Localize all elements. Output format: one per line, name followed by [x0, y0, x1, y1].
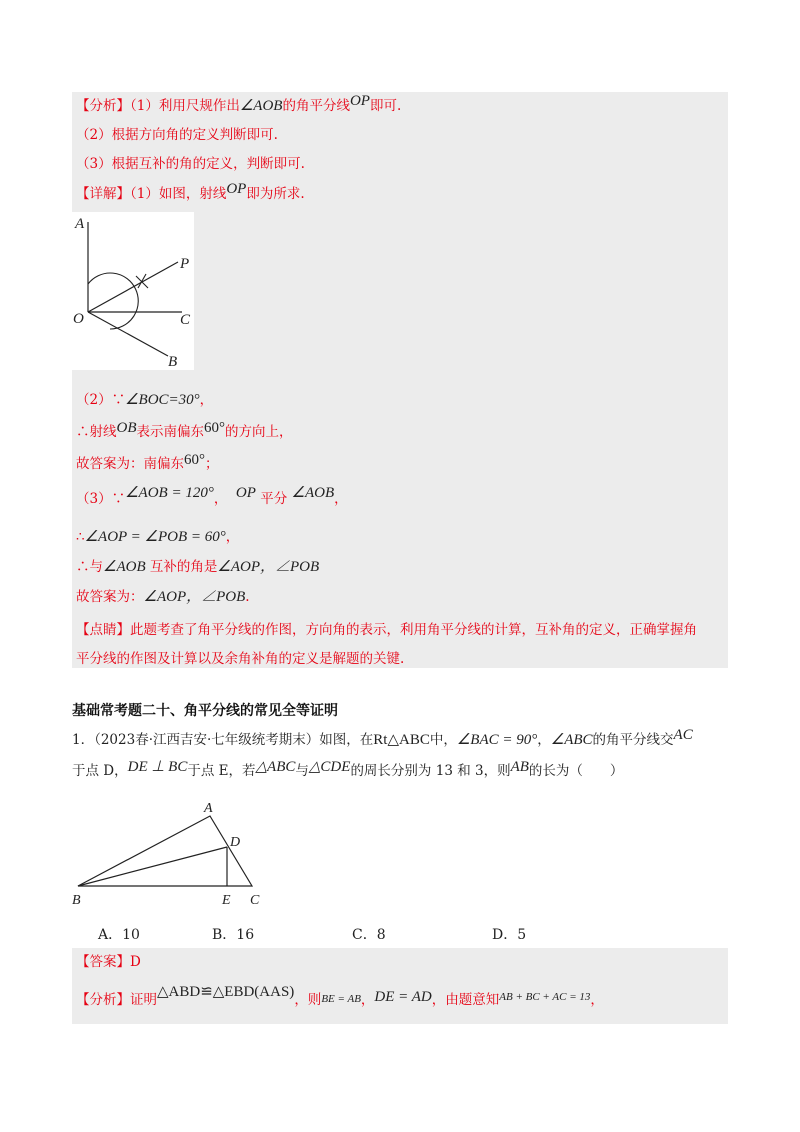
part2-line-1: （2）∵∠BOC=30°， [76, 392, 214, 408]
label-B: B [72, 893, 81, 908]
question-line-1: 1．（2023春·江西吉安·七年级统考期末）如图，在Rt△ABC中，∠BAC = 90°，∠ABC的角平分线交AC [72, 727, 693, 748]
question-line-2: 于点 D，DE ⊥ BC于点 E，若△ABC与△CDE的周长分别为 13 和 3，则AB的长为（ ） [72, 759, 624, 779]
option-d[interactable]: D．5 [492, 927, 527, 943]
label-P: P [180, 256, 190, 272]
option-c[interactable]: C．8 [352, 927, 386, 943]
part3-line-4: 故答案为：∠AOP，∠POB. [76, 589, 250, 605]
part3-line-1: （3）∵∠AOB = 120°， OP 平分 ∠AOB， [76, 485, 348, 507]
analysis-tag: 【分析】 [76, 98, 130, 114]
label-A: A [204, 801, 213, 816]
comment-line-2: 平分线的作图及计算以及余角补角的定义是解题的关键. [76, 651, 405, 667]
part2-line-2: ∴射线OB表示南偏东60°的方向上， [76, 420, 293, 440]
analysis-line-2: （2）根据方向角的定义判断即可. [76, 127, 278, 143]
analysis2-tag: 【分析】 [76, 992, 130, 1008]
option-b[interactable]: B．16 [212, 927, 255, 943]
label-C: C [250, 893, 260, 908]
analysis-line-1: 【分析】（1）利用尺规作出∠AOB的角平分线OP即可. [76, 93, 402, 114]
detail-tag: 【详解】 [76, 186, 130, 202]
answer-tag: 【答案】 [76, 954, 130, 970]
label-C: C [180, 312, 191, 328]
part3-line-2: ∴∠AOP = ∠POB = 60°， [76, 529, 240, 545]
comment-tag: 【点睛】 [76, 622, 130, 638]
detail-line-1: 【详解】（1）如图，射线OP即为所求. [76, 181, 305, 202]
part2-line-3: 故答案为：南偏东60°； [76, 452, 219, 472]
answer-line [76, 952, 141, 972]
answer-value: D [130, 954, 141, 970]
label-A: A [75, 216, 85, 232]
solution-block [72, 92, 728, 668]
angle-bisector-figure [72, 212, 194, 370]
option-a[interactable]: A．10 [98, 927, 140, 943]
label-E: E [222, 893, 231, 908]
part3-line-3: ∴与∠AOB 互补的角是∠AOP，∠POB [76, 559, 320, 575]
label-O: O [73, 311, 84, 327]
analysis2-line: 【分析】证明△ABD≌△EBD(AAS)，则BE = AB，DE = AD，由题意知$^{AB + BC + AC = 13}$， [76, 984, 604, 1008]
section-title: 基础常考题二十、角平分线的常见全等证明 [72, 703, 338, 719]
label-B: B [168, 354, 178, 370]
analysis-line-3: （3）根据互补的角的定义，判断即可. [76, 156, 305, 172]
label-D: D [230, 835, 241, 850]
question-number: 1． [72, 732, 95, 748]
triangle-figure [72, 796, 272, 908]
comment-line-1: 【点睛】此题考查了角平分线的作图，方向角的表示，利用角平分线的计算，互补角的定义，正确掌握角 [76, 622, 697, 638]
